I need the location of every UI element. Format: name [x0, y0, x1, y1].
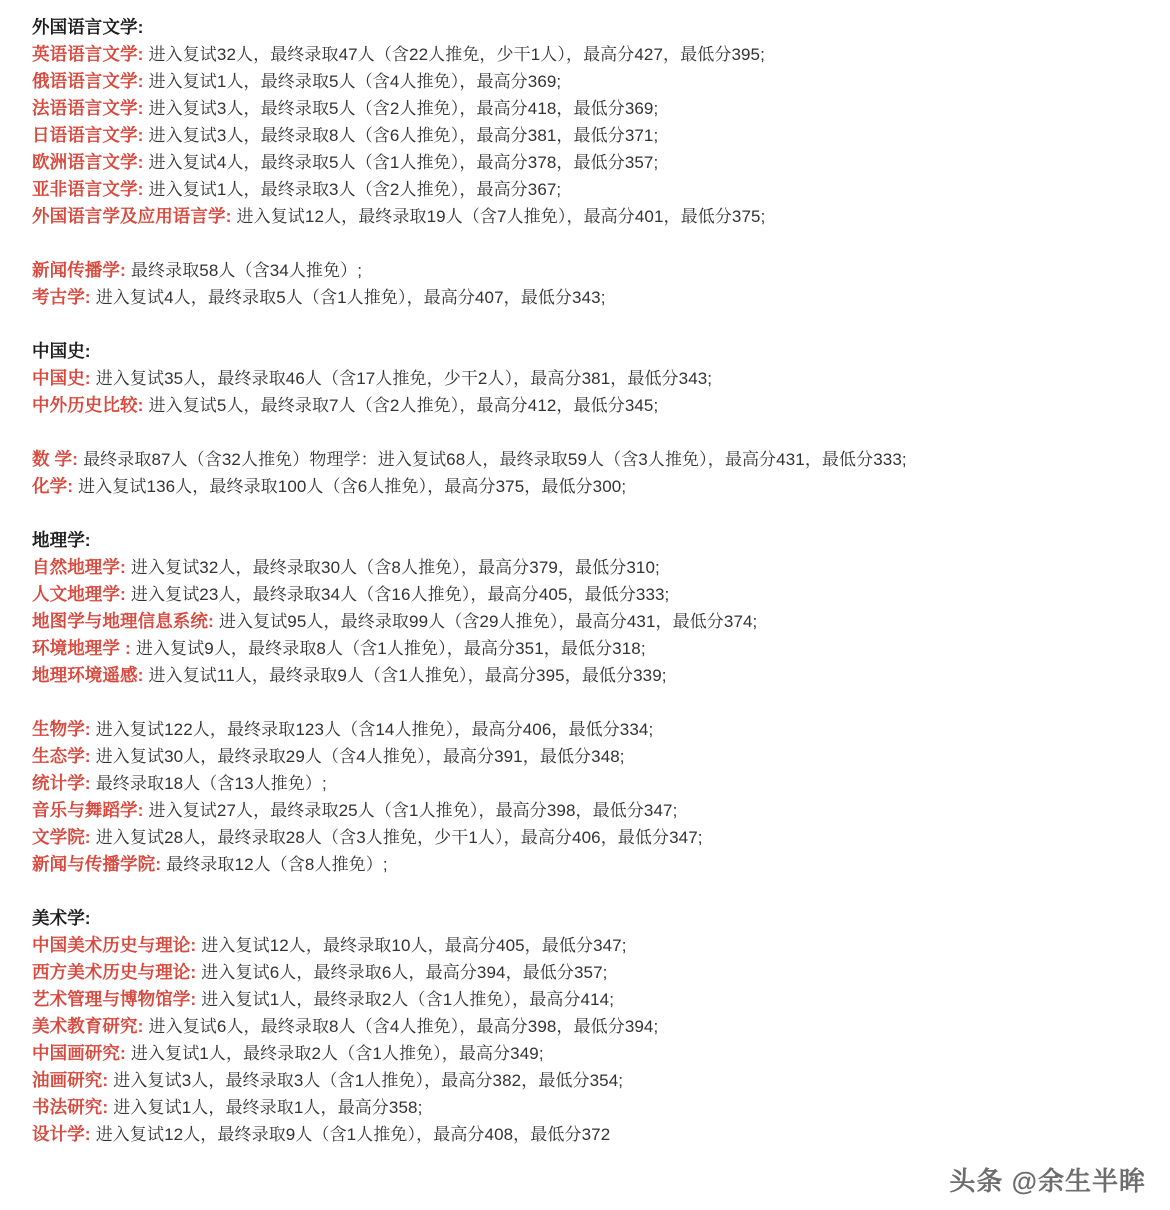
program-name-label: 地理环境遥感:: [32, 665, 144, 685]
program-stats-text: 最终录取58人（含34人推免）;: [130, 261, 363, 280]
program-stats-text: 进入复试1人，最终录取2人（含1人推免），最高分414;: [201, 990, 615, 1009]
program-name-label: 生物学:: [32, 719, 91, 739]
section-heading-label: 外国语言文学:: [32, 17, 144, 37]
program-entry-line: [32, 122, 1170, 149]
program-name-label: 新闻与传播学院:: [32, 854, 162, 874]
section-heading-label: 美术学:: [32, 908, 91, 928]
program-stats-text: 最终录取87人（含32人推免）物理学：进入复试68人，最终录取59人（含3人推免），最高分431，最低分333;: [83, 450, 907, 469]
paragraph-spacer: [32, 230, 1170, 257]
program-entry-line: [32, 203, 1170, 230]
program-name-label: 西方美术历史与理论:: [32, 962, 197, 982]
program-name-label: 法语语言文学:: [32, 98, 144, 118]
program-stats-text: 进入复试3人，最终录取3人（含1人推免），最高分382，最低分354;: [113, 1071, 624, 1090]
program-name-label: 亚非语言文学:: [32, 179, 144, 199]
program-entry-line: [32, 68, 1170, 95]
program-name-label: 欧洲语言文学:: [32, 152, 144, 172]
program-entry-line: [32, 392, 1170, 419]
program-entry-line: [32, 176, 1170, 203]
program-name-label: 数 学:: [32, 449, 79, 469]
program-stats-text: 进入复试1人，最终录取3人（含2人推免），最高分367;: [148, 180, 562, 199]
watermark: 头条 @余生半眸: [949, 1166, 1146, 1196]
program-stats-text: 进入复试3人，最终录取8人（含6人推免），最高分381，最低分371;: [148, 126, 659, 145]
program-stats-text: 进入复试12人，最终录取10人，最高分405，最低分347;: [201, 936, 627, 955]
program-stats-text: 进入复试9人，最终录取8人（含1人推免），最高分351，最低分318;: [135, 639, 646, 658]
program-entry-line: [32, 257, 1170, 284]
program-entry-line: [32, 473, 1170, 500]
program-entry-line: [32, 959, 1170, 986]
program-stats-text: 进入复试5人，最终录取7人（含2人推免），最高分412，最低分345;: [148, 396, 659, 415]
program-stats-text: 进入复试1人，最终录取2人（含1人推免），最高分349;: [130, 1044, 544, 1063]
program-entry-line: [32, 1121, 1170, 1148]
program-entry-line: [32, 446, 1170, 473]
program-entry-line: [32, 149, 1170, 176]
program-stats-text: 最终录取12人（含8人推免）;: [166, 855, 388, 874]
program-name-label: 中国史:: [32, 368, 91, 388]
program-name-label: 文学院:: [32, 827, 91, 847]
program-entry-line: [32, 41, 1170, 68]
program-name-label: 自然地理学:: [32, 557, 126, 577]
paragraph-spacer: [32, 878, 1170, 905]
program-name-label: 外国语言学及应用语言学:: [32, 206, 232, 226]
program-name-label: 设计学:: [32, 1124, 91, 1144]
program-stats-text: 进入复试1人，最终录取5人（含4人推免），最高分369;: [148, 72, 562, 91]
program-entry-line: [32, 986, 1170, 1013]
program-entry-line: [32, 365, 1170, 392]
program-stats-text: 进入复试6人，最终录取6人，最高分394，最低分357;: [201, 963, 608, 982]
program-name-label: 统计学:: [32, 773, 91, 793]
program-stats-text: 进入复试1人，最终录取1人，最高分358;: [113, 1098, 423, 1117]
section-heading: [32, 14, 1170, 41]
program-name-label: 人文地理学:: [32, 584, 126, 604]
program-entry-line: [32, 1067, 1170, 1094]
program-entry-line: [32, 284, 1170, 311]
program-stats-text: 进入复试6人，最终录取8人（含4人推免），最高分398，最低分394;: [148, 1017, 659, 1036]
program-entry-line: [32, 770, 1170, 797]
paragraph-spacer: [32, 500, 1170, 527]
program-name-label: 考古学:: [32, 287, 91, 307]
program-entry-line: [32, 824, 1170, 851]
program-entry-line: [32, 1040, 1170, 1067]
program-name-label: 日语语言文学:: [32, 125, 144, 145]
program-entry-line: [32, 1094, 1170, 1121]
program-name-label: 英语语言文学:: [32, 44, 144, 64]
program-stats-text: 进入复试95人，最终录取99人（含29人推免），最高分431，最低分374;: [218, 612, 758, 631]
program-name-label: 中国美术历史与理论:: [32, 935, 197, 955]
program-name-label: 环境地理学 :: [32, 638, 131, 658]
program-stats-text: 进入复试4人，最终录取5人（含1人推免），最高分407，最低分343;: [95, 288, 606, 307]
program-name-label: 生态学:: [32, 746, 91, 766]
program-entry-line: [32, 743, 1170, 770]
program-entry-line: [32, 581, 1170, 608]
paragraph-spacer: [32, 311, 1170, 338]
section-heading: [32, 338, 1170, 365]
program-stats-text: 进入复试32人，最终录取47人（含22人推免，少干1人），最高分427，最低分395;: [148, 45, 765, 64]
program-stats-text: 进入复试122人，最终录取123人（含14人推免），最高分406，最低分334;: [95, 720, 654, 739]
program-name-label: 美术教育研究:: [32, 1016, 144, 1036]
program-entry-line: [32, 797, 1170, 824]
program-name-label: 中外历史比较:: [32, 395, 144, 415]
program-name-label: 中国画研究:: [32, 1043, 126, 1063]
program-name-label: 新闻传播学:: [32, 260, 126, 280]
program-stats-text: 进入复试27人，最终录取25人（含1人推免），最高分398，最低分347;: [148, 801, 678, 820]
program-name-label: 书法研究:: [32, 1097, 109, 1117]
program-entry-line: [32, 608, 1170, 635]
program-stats-text: 进入复试11人，最终录取9人（含1人推免），最高分395，最低分339;: [148, 666, 667, 685]
program-stats-text: 进入复试136人，最终录取100人（含6人推免），最高分375，最低分300;: [78, 477, 627, 496]
program-name-label: 俄语语言文学:: [32, 71, 144, 91]
program-entry-line: [32, 554, 1170, 581]
program-stats-text: 进入复试32人，最终录取30人（含8人推免），最高分379，最低分310;: [130, 558, 660, 577]
paragraph-spacer: [32, 419, 1170, 446]
program-entry-line: [32, 932, 1170, 959]
program-entry-line: [32, 635, 1170, 662]
program-stats-text: 进入复试12人，最终录取9人（含1人推免），最高分408，最低分372: [95, 1125, 611, 1144]
program-stats-text: 进入复试28人，最终录取28人（含3人推免，少干1人），最高分406，最低分347;: [95, 828, 703, 847]
program-stats-text: 进入复试12人，最终录取19人（含7人推免），最高分401，最低分375;: [236, 207, 766, 226]
section-heading-label: 中国史:: [32, 341, 91, 361]
program-stats-text: 进入复试3人，最终录取5人（含2人推免），最高分418，最低分369;: [148, 99, 659, 118]
program-stats-text: 进入复试23人，最终录取34人（含16人推免），最高分405，最低分333;: [130, 585, 670, 604]
program-name-label: 油画研究:: [32, 1070, 109, 1090]
program-stats-text: 进入复试30人，最终录取29人（含4人推免），最高分391，最低分348;: [95, 747, 625, 766]
program-stats-text: 进入复试4人，最终录取5人（含1人推免），最高分378，最低分357;: [148, 153, 659, 172]
program-entry-line: [32, 851, 1170, 878]
program-stats-text: 最终录取18人（含13人推免）;: [95, 774, 327, 793]
section-heading: [32, 527, 1170, 554]
program-entry-line: [32, 716, 1170, 743]
program-name-label: 地图学与地理信息系统:: [32, 611, 214, 631]
program-entry-line: [32, 662, 1170, 689]
paragraph-spacer: [32, 689, 1170, 716]
program-entry-line: [32, 95, 1170, 122]
program-name-label: 音乐与舞蹈学:: [32, 800, 144, 820]
program-name-label: 艺术管理与博物馆学:: [32, 989, 197, 1009]
program-stats-text: 进入复试35人，最终录取46人（含17人推免，少干2人），最高分381，最低分343;: [95, 369, 713, 388]
section-heading: [32, 905, 1170, 932]
program-entry-line: [32, 1013, 1170, 1040]
section-heading-label: 地理学:: [32, 530, 91, 550]
program-name-label: 化学:: [32, 476, 74, 496]
